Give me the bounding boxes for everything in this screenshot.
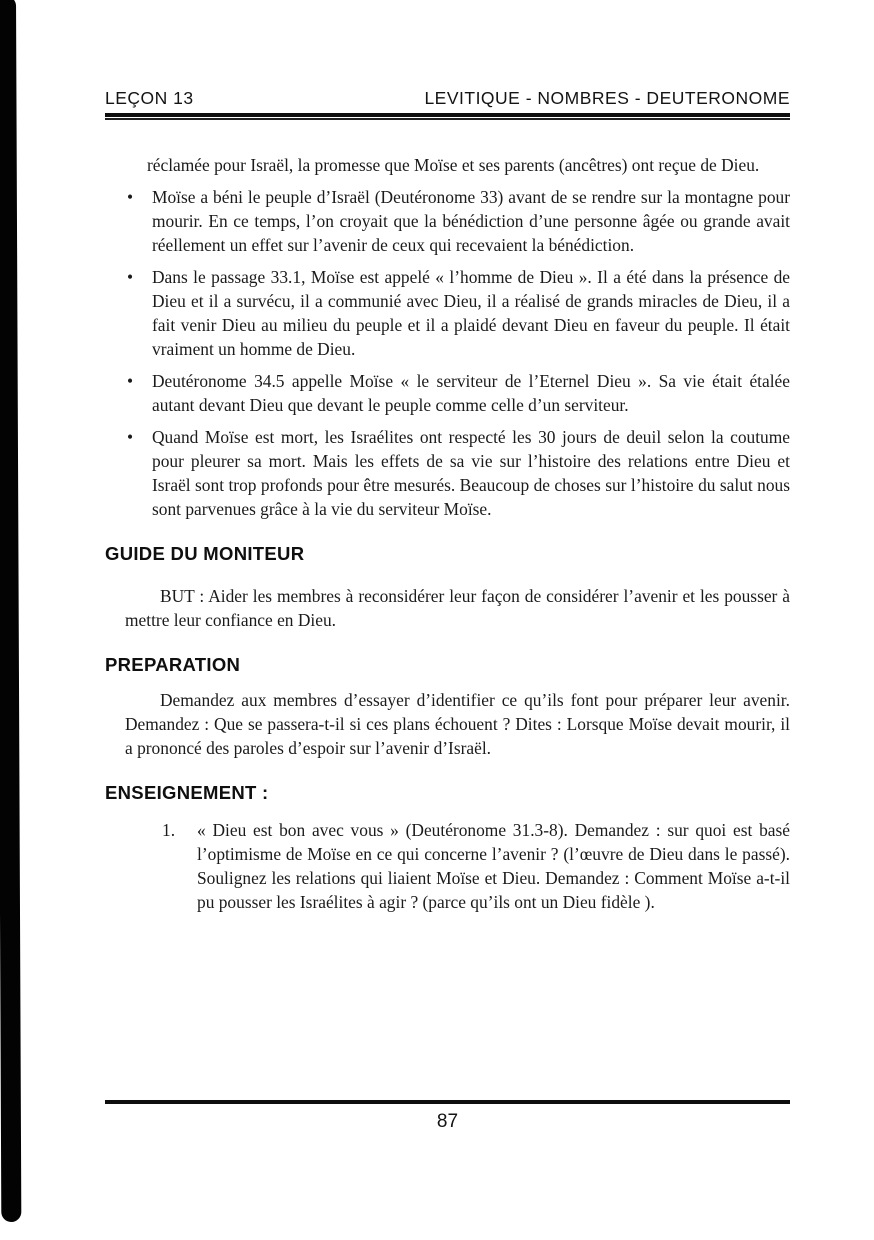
page-number: 87 — [436, 1111, 459, 1132]
bullet-item — [105, 185, 790, 257]
list-item-number: 1. — [162, 820, 176, 840]
bullet-text: Moïse a béni le peuple d’Israël (Deutéronome 33) avant de se rendre sur la montagne pour mourir. En ce temps, l’on croyait que la bénédiction d’une personne âgée ou grande avait réellement un effet sur l’avenir de ceux qui recevaient la bénédiction. — [152, 187, 790, 255]
header-rule-thick — [105, 113, 790, 117]
section-heading-guide-du-moniteur: GUIDE DU MONITEUR — [105, 543, 305, 564]
page-content — [105, 0, 790, 914]
bullet-item — [105, 369, 790, 417]
page-header — [105, 0, 790, 109]
bullet-icon: • — [127, 267, 134, 287]
bullet-text: Deutéronome 34.5 appelle Moïse « le serviteur de l’Eternel Dieu ». Sa vie était étalée autant devant Dieu que devant le peuple comme celle d’un serviteur. — [152, 371, 790, 415]
bullet-icon: • — [127, 187, 134, 207]
section-heading-enseignement: ENSEIGNEMENT : — [105, 782, 269, 803]
bullet-text: Quand Moïse est mort, les Israélites ont respecté les 30 jours de deuil selon la coutume pour pleurer sa mort. Mais les effets de sa vie sur l’histoire des relations entre Dieu et Israël sont trop profonds pour être mesurés. Beaucoup de choses sur l’histoire du salut nous sont parvenues grâce à la vie du serviteur Moïse. — [152, 427, 790, 519]
book-title: LEVITIQUE - NOMBRES - DEUTERONOME — [424, 88, 790, 108]
page-footer — [105, 1100, 790, 1133]
header-rule-thin — [105, 118, 790, 120]
bullet-icon: • — [127, 427, 134, 447]
bullet-icon: • — [127, 371, 134, 391]
lesson-label: LEÇON 13 — [105, 88, 194, 108]
bullet-text: Dans le passage 33.1, Moïse est appelé « l’homme de Dieu ». Il a été dans la présence de Dieu et il a survécu, il a communié avec Dieu, il a réalisé de grands miracles de Dieu, il a fait venir Dieu au milieu du peuple et il a plaidé devant Dieu en faveur du peuple. Il était vraiment un homme de Dieu. — [152, 267, 790, 359]
guide-but-paragraph: BUT : Aider les membres à reconsidérer leur façon de considérer l’avenir et les pousser à mettre leur confiance en Dieu. — [125, 586, 790, 630]
intro-continuation-paragraph: réclamée pour Israël, la promesse que Moïse et ses parents (ancêtres) ont reçue de Dieu. — [147, 155, 760, 175]
footer-rule — [105, 1100, 790, 1104]
preparation-paragraph: Demandez aux membres d’essayer d’identifier ce qu’ils font pour préparer leur avenir. Demandez : Que se passera-t-il si ces plans échouent ? Dites : Lorsque Moïse devait mourir, il a prononcé des paroles d’espoir sur l’avenir d’Israël. — [125, 690, 790, 758]
bullet-item — [105, 425, 790, 521]
list-item-text: « Dieu est bon avec vous » (Deutéronome 31.3-8). Demandez : sur quoi est basé l’optimisme de Moïse en ce qui concerne l’avenir ? (l’œuvre de Dieu dans le passé). Soulignez les relations qui liaient Moïse et Dieu. Demandez : Comment Moïse a-t-il pu pousser les Israélites à agir ? (parce qu’ils ont un Dieu fidèle ). — [197, 820, 790, 912]
section-heading-preparation: PREPARATION — [105, 654, 241, 675]
numbered-list-item — [162, 818, 790, 914]
scan-binding-artifact — [0, 0, 21, 1222]
bullet-item — [105, 265, 790, 361]
